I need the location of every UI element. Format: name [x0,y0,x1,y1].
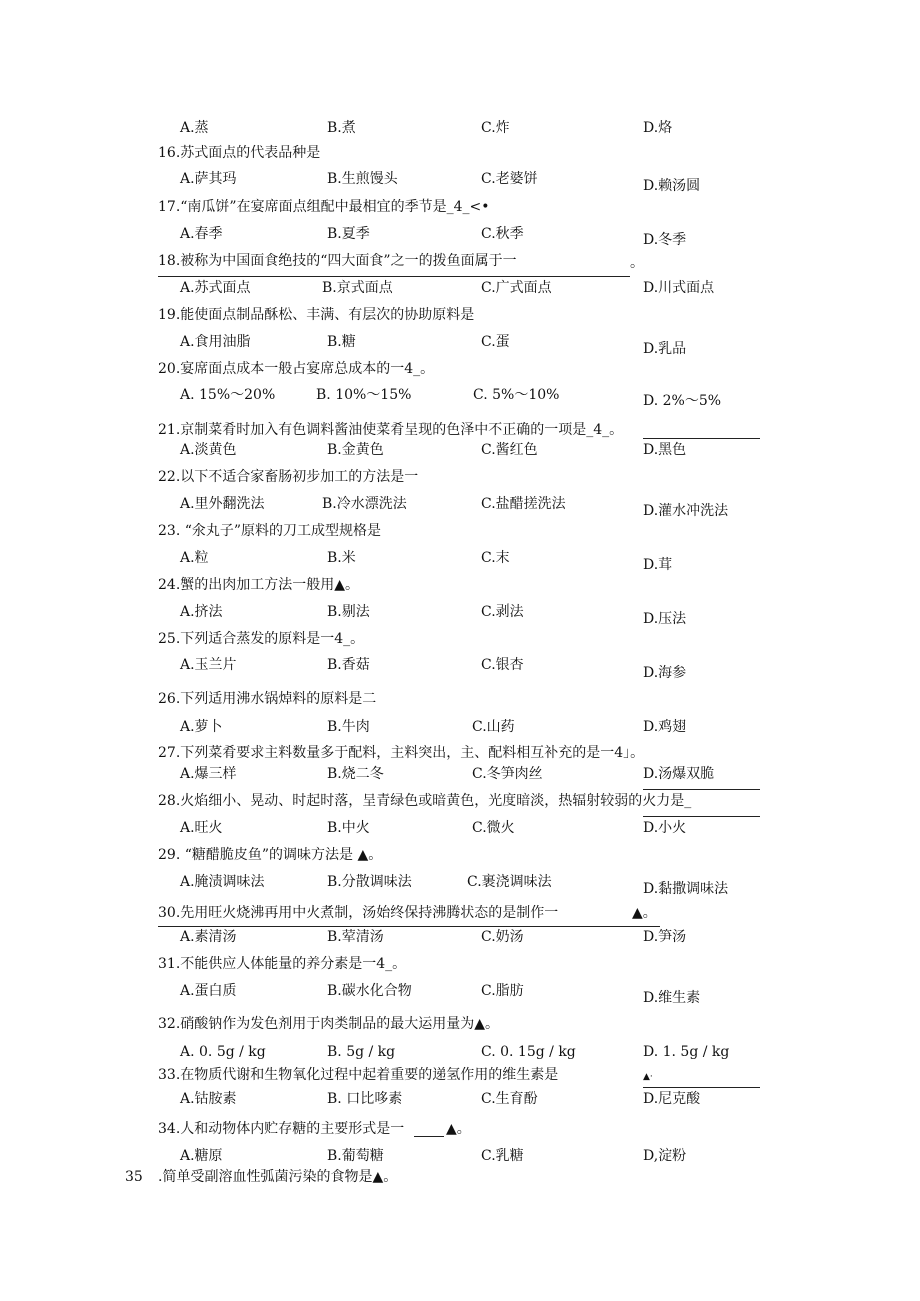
q31-option-b: B.碳水化合物 [327,983,412,999]
q32-option-b: B. 5g / kg [327,1044,396,1060]
q16-option-c: C.老婆饼 [481,171,538,187]
q18-option-b: B.京式面点 [322,280,393,296]
q24-option-a: A.挤法 [180,604,223,620]
q35-number: 35 [125,1169,143,1185]
q33-tail: ▲· [643,1072,653,1082]
q16-option-a: A.萨其玛 [180,171,237,187]
q30-option-c: C.奶汤 [481,929,524,945]
q25-option-a: A.玉兰片 [180,657,237,673]
q17-option-d: D.冬季 [643,232,687,248]
q33-stem: 33.在物质代谢和生物氧化过程中起着重要的递氢作用的维生素是 [158,1067,559,1083]
q31-option-a: A.蛋白质 [180,983,237,999]
q20-stem: 20.宴席面点成本一般占宴席总成本的一4_。 [158,361,435,377]
q26-stem: 26.下列适用沸水锅焯料的原料是二 [158,691,377,707]
q15-option-d: D.烙 [643,120,673,136]
q34-option-b: B.葡萄糖 [327,1148,384,1164]
q16-option-b: B.生煎馒头 [327,171,398,187]
q22-option-b: B.冷水漂洗法 [322,496,407,512]
q19-option-b: B.糖 [327,334,356,350]
q24-option-d: D.压法 [643,611,687,627]
q32-option-a: A. 0. 5g / kg [180,1044,266,1060]
q33-option-b: B. 口比哆素 [327,1091,403,1107]
q17-option-a: A.春季 [180,226,223,242]
q17-stem: 17.“南瓜饼”在宴席面点组配中最相宜的季节是_4_<• [158,199,490,215]
q23-option-c: C.末 [481,550,510,566]
q23-stem: 23. “氽丸子”原料的刀工成型规格是 [158,523,382,539]
q27-stem: 27.下列菜肴要求主料数量多于配料，主料突出，主、配料相互补充的是一4」。 [158,745,645,761]
q32-option-c: C. 0. 15g / kg [481,1044,576,1060]
q33-option-c: C.生育酚 [481,1091,538,1107]
q34-stem: 34.人和动物体内贮存糖的主要形式是一 [158,1121,405,1137]
q26-option-b: B.牛肉 [327,719,370,735]
q20-option-c: C. 5%～10% [473,387,560,403]
q32-option-d: D. 1. 5g / kg [643,1044,730,1060]
q28-option-c: C.微火 [472,820,515,836]
q18-tail: 。 [630,255,644,271]
q22-stem: 22.以下不适合家畜肠初步加工的方法是一 [158,469,419,485]
q34-option-a: A.糖原 [180,1148,223,1164]
q30-stem: 30.先用旺火烧沸再用中火煮制，汤始终保持沸腾状态的是制作一 [158,905,559,921]
q28-stem: 28.火焰细小、晃动、时起时落，呈青绿色或暗黄色，光度暗淡，热辐射较弱的火力是_ [158,793,692,809]
q18-underline [158,276,630,277]
q29-option-c: C.裹浇调味法 [467,874,552,890]
q34-option-c: C.乳糖 [481,1148,524,1164]
q22-option-d: D.灌水冲洗法 [643,503,729,519]
q27-option-b: B.烧二冬 [327,766,384,782]
q24-option-b: B.剔法 [327,604,370,620]
q22-option-a: A.里外翻洗法 [180,496,265,512]
q25-option-c: C.银杏 [481,657,524,673]
q19-option-d: D.乳品 [643,341,687,357]
q19-option-c: C.蛋 [481,334,510,350]
q31-option-c: C.脂肪 [481,983,524,999]
q28-underline [643,816,760,817]
q28-option-a: A.旺火 [180,820,223,836]
q17-option-b: B.夏季 [327,226,370,242]
q24-stem: 24.蟹的出肉加工方法一般用▲。 [158,577,360,593]
q23-option-a: A.粒 [180,550,209,566]
q18-stem: 18.被称为中国面食绝技的“四大面食”之一的拨鱼面属于一 [158,253,517,269]
q27-underline [643,789,760,790]
q18-option-c: C.广式面点 [481,280,552,296]
q25-option-b: B.香菇 [327,657,370,673]
q30-tail: ▲。 [632,905,657,921]
q26-option-a: A.萝卜 [180,719,223,735]
q15-option-b: B.煮 [327,120,356,136]
q20-option-d: D. 2%～5% [643,393,722,409]
q21-option-a: A.淡黄色 [180,442,237,458]
q21-option-b: B.金黄色 [327,442,384,458]
q33-underline [643,1087,760,1088]
q17-option-c: C.秋季 [481,226,524,242]
q30-option-d: D.笋汤 [643,929,687,945]
q30-underline [158,926,660,927]
q29-stem: 29. “糖醋脆皮鱼”的调味方法是 ▲。 [158,847,383,863]
q20-option-a: A. 15%～20% [180,387,276,403]
q34-underline [414,1136,444,1137]
q30-option-a: A.素清汤 [180,929,237,945]
q35-stem: .简单受副溶血性弧菌污染的食物是▲。 [158,1169,398,1185]
q15-option-c: C.炸 [481,120,510,136]
q16-stem: 16.苏式面点的代表品种是 [158,145,321,161]
q33-option-d: D.尼克酸 [643,1091,701,1107]
q28-option-b: B.中火 [327,820,370,836]
q26-option-d: D.鸡翅 [643,719,687,735]
q33-option-a: A.钴胺素 [180,1091,237,1107]
q31-option-d: D.维生素 [643,990,701,1006]
q19-stem: 19.能使面点制品酥松、丰满、有层次的协助原料是 [158,307,475,323]
q27-option-c: C.冬笋肉丝 [472,766,543,782]
q27-option-a: A.爆三样 [180,766,237,782]
q16-option-d: D.赖汤圆 [643,178,701,194]
q18-option-d: D.川式面点 [643,280,715,296]
q21-option-d: D.黑色 [643,442,687,458]
q34-tail: ▲。 [446,1121,471,1137]
q22-option-c: C.盐醋搓洗法 [481,496,566,512]
q21-stem: 21.京制菜肴时加入有色调料酱油使菜肴呈现的色泽中不正确的一项是_4_。 [158,422,624,438]
q27-option-d: D.汤爆双脆 [643,766,715,782]
q34-option-d: D,淀粉 [643,1148,687,1164]
q21-underline [643,438,760,439]
q20-option-b: B. 10%～15% [316,387,412,403]
q31-stem: 31.不能供应人体能量的养分素是一4_。 [158,956,407,972]
q21-option-c: C.酱红色 [481,442,538,458]
q23-option-b: B.米 [327,550,356,566]
q29-option-b: B.分散调味法 [327,874,412,890]
q30-option-b: B.荤清汤 [327,929,384,945]
q32-stem: 32.硝酸钠作为发色剂用于肉类制品的最大运用量为▲。 [158,1016,500,1032]
q29-option-d: D.黏撒调味法 [643,881,729,897]
q25-stem: 25.下列适合蒸发的原料是一4_。 [158,631,365,647]
q15-option-a: A.蒸 [180,120,209,136]
q29-option-a: A.腌渍调味法 [180,874,265,890]
q23-option-d: D.茸 [643,557,673,573]
q26-option-c: C.山药 [472,719,515,735]
q18-option-a: A.苏式面点 [180,280,251,296]
q24-option-c: C.剥法 [481,604,524,620]
q25-option-d: D.海参 [643,665,687,681]
q19-option-a: A.食用油脂 [180,334,251,350]
q28-option-d: D.小火 [643,820,687,836]
